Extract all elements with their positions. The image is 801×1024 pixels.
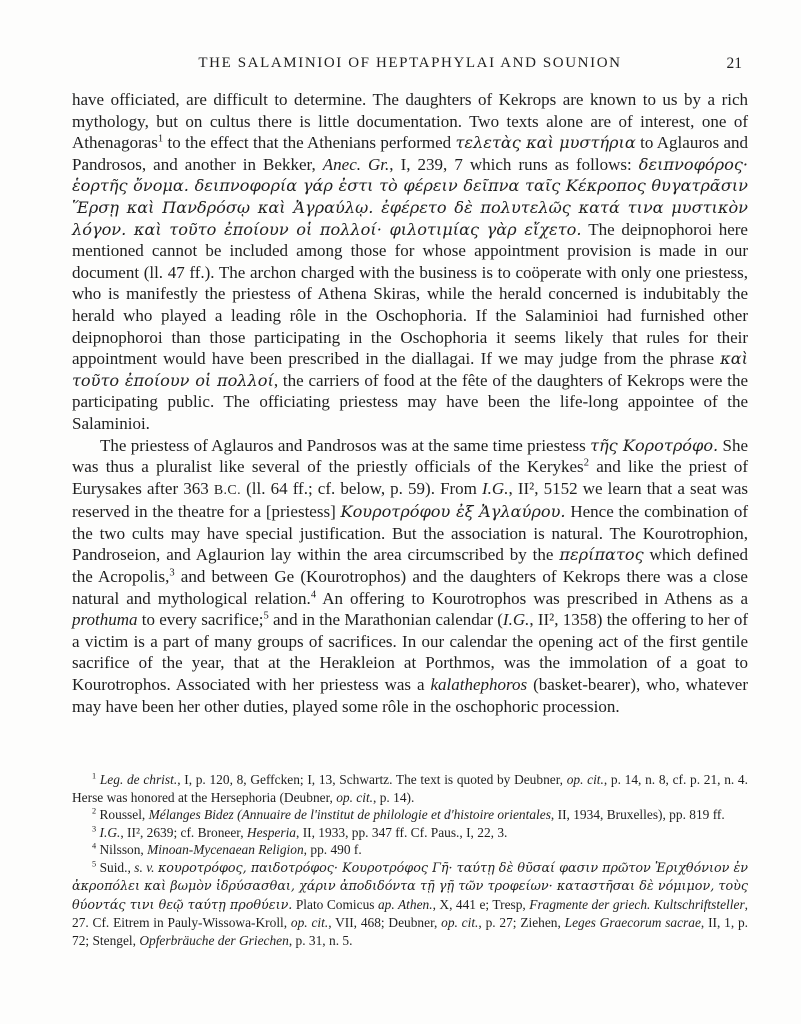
- superscript-reference: 5: [263, 610, 269, 622]
- text-segment: to every sacrifice;: [137, 610, 264, 630]
- footnote: [72, 771, 748, 806]
- text-segment: , p. 14, n. 8, cf. p. 21, n. 4. Herse was honored at the Hersephoria (Deubner,: [72, 772, 748, 805]
- footnote: [72, 806, 748, 824]
- footnote: [72, 859, 748, 950]
- text-segment: Leg. de christ.: [99, 772, 178, 787]
- text-segment: (basket-bearer), who, whatever may have been her other duties, played some rôle in the oschophoric procession.: [72, 675, 748, 716]
- superscript-reference: 4: [92, 841, 97, 851]
- footnote: [72, 824, 748, 842]
- text-segment: , I, p. 120, 8, Geffcken; I, 13, Schwartz. The text is quoted by Deubner,: [177, 772, 567, 787]
- superscript-reference: 4: [310, 589, 317, 600]
- text-segment: and in the Marathonian calendar (: [268, 610, 503, 630]
- text-segment: to Aglauros and Pandrosos, and another in Bekker,: [72, 133, 748, 174]
- footnote: [72, 841, 748, 859]
- text-segment: Hesperia: [246, 824, 296, 840]
- superscript-reference: 2: [92, 806, 97, 816]
- text-segment: op. cit.: [290, 915, 329, 930]
- text-segment: Roussel,: [96, 807, 149, 822]
- text-segment: B.C.: [213, 482, 242, 498]
- text-segment: , II², 5152 we learn that a seat was reserved in the theatre for a [priestess]: [72, 478, 748, 522]
- superscript-reference: 1: [157, 133, 164, 145]
- text-segment: , VII, 468; Deubner,: [328, 915, 442, 930]
- text-segment: I.G.: [482, 478, 509, 498]
- text-segment: , the carriers of food at the fête of the daughters of Kekrops were the participating public. The officiating priestess may have been the life-long appointee of the Salaminioi.: [72, 370, 748, 433]
- text-segment: Hence the combination of the two cults may have special justification. But the association is natural. The Kourotrophion, Pandroseion, and Aglaurion lay within the area circumscribed by the: [72, 502, 748, 565]
- text-segment: καὶ τοῦτο ἐποίουν οἱ πολλοί: [72, 349, 748, 390]
- text-segment: τῆς Κοροτρόφο.: [590, 435, 719, 455]
- text-segment: s. v.: [134, 859, 155, 875]
- text-segment: Minoan-Mycenaean Religion: [147, 842, 304, 857]
- text-segment: and between Ge (Kourotrophos) and the daughters of Kekrops there was a close natural and mythological relation.: [72, 567, 748, 608]
- text-segment: τελετὰς καὶ μυστήρια: [455, 133, 636, 153]
- text-segment: I.G.: [99, 824, 121, 840]
- text-segment: Plato Comicus: [292, 896, 378, 912]
- text-segment: op. cit.: [566, 772, 604, 787]
- text-segment: op. cit.: [441, 915, 479, 930]
- text-segment: I.G.: [502, 610, 530, 630]
- superscript-reference: 3: [92, 824, 97, 834]
- text-segment: περίπατος: [559, 545, 644, 565]
- text-segment: , p. 27; Ziehen,: [478, 915, 565, 930]
- text-segment: prothuma: [72, 610, 138, 630]
- text-segment: The deipnophoroi here mentioned cannot be included among those for whose appointment provision is made in our document (ll. 47 ff.). The archon charged with the business is to coöperate with only one priestess, who is manifestly the priestess of Athena Skiras, while the herald concerned is indubitably the herald who played a leading rôle in the Oschophoria. If the Salaminioi had furnished other deipnophoroi than those participating in the Oschophoria it seems likely that rules for their appointment would have been prescribed in the diallagai. If we may judge from the phrase: [72, 219, 748, 369]
- text-segment: , II², 2639; cf. Broneer,: [120, 824, 247, 840]
- superscript-reference: 1: [92, 771, 97, 781]
- text-segment: and like the priest of Eurysakes after 363: [72, 457, 748, 498]
- page-number: 21: [726, 55, 742, 72]
- superscript-reference: 2: [583, 457, 589, 469]
- text-segment: δειπνοφόρος· ἑορτῆς ὄνομα. δειπνοφορία γάρ ἐστι τὸ φέρειν δεῖπνα ταῖς Κέκροπος θυγατρᾶσιν Ἕρσῃ καὶ Πανδρόσῳ καὶ Ἀγραύλῳ. ἐφέρετο δὲ πολυτελῶς κατά τινα μυστικὸν λόγον. καὶ τοῦτο ἐποίουν οἱ πολλοί· φιλοτιμίας γὰρ εἴχετο.: [72, 154, 749, 239]
- text-segment: Opferbräuche der Griechen: [139, 932, 289, 948]
- text-segment: ap. Athen.: [377, 896, 433, 912]
- text-segment: An offering to Kourotrophos was prescribed in Athens as a: [316, 588, 749, 608]
- text-segment: (ll. 64 ff.; cf. below, p. 59). From: [241, 478, 483, 498]
- text-segment: Suid.,: [96, 859, 135, 875]
- superscript-reference: 3: [169, 567, 175, 579]
- paragraph: [72, 435, 748, 718]
- superscript-reference: 5: [92, 859, 97, 869]
- text-segment: , II, 1, p. 72; Stengel,: [72, 915, 749, 948]
- text-segment: , X, 441 e; Tresp,: [432, 896, 530, 912]
- text-segment: Fragmente der griech. Kultschriftsteller: [529, 896, 745, 912]
- text-segment: The priestess of Aglauros and Pandrosos was at the same time priestess: [100, 435, 591, 455]
- running-header: [72, 55, 748, 75]
- text-segment: , II, 1934, Bruxelles), pp. 819 ff.: [550, 807, 725, 822]
- text-segment: which defined the Acropolis,: [72, 545, 748, 587]
- text-segment: Leges Graecorum sacrae: [564, 915, 701, 930]
- text-segment: κουροτρόφος, παιδοτρόφος· Κουροτρόφος Γῆ· ταύτῃ δὲ θῦσαί φασιν πρῶτον Ἐριχθόνιον ἐν ἀκροπόλει καὶ βωμὸν ἱδρύσασθαι, χάριν ἀποδιδόντα τῇ γῇ τῶν τροφείων· καταστῆσαι δὲ νόμιμον, τοὺς θύοντάς τινι θεῷ ταύτῃ προθύειν.: [72, 860, 749, 913]
- text-segment: , I, 239, 7 which runs as follows:: [389, 154, 639, 174]
- footnotes: [72, 771, 748, 949]
- text-segment: She was thus a pluralist like several of the priestly officials of the Kerykes: [72, 435, 749, 477]
- text-segment: kalathephoros: [430, 675, 528, 695]
- paragraph: [72, 89, 748, 435]
- text-segment: Κουροτρόφου ἐξ Ἀγλαύρου.: [340, 502, 566, 522]
- text-segment: , pp. 490 f.: [303, 842, 362, 857]
- text-segment: Anec. Gr.: [322, 154, 390, 174]
- text-segment: have officiated, are difficult to determine. The daughters of Kekrops are known to us by a rich mythology, but on cultus there is little documentation. Two texts alone are of interest, one of Athenagoras: [72, 90, 748, 153]
- body-text: [72, 89, 748, 717]
- page-title: THE SALAMINIOI OF HEPTAPHYLAI AND SOUNION: [198, 55, 622, 71]
- text-segment: to the effect that the Athenians performed: [163, 133, 456, 153]
- text-segment: , II, 1933, pp. 347 ff. Cf. Paus., I, 22, 3.: [296, 824, 508, 840]
- text-segment: , 27. Cf. Eitrem in Pauly-Wissowa-Kroll,: [72, 896, 749, 930]
- text-segment: Mélanges Bidez (Annuaire de l'institut de philologie et d'histoire orientales: [148, 807, 551, 822]
- text-segment: , p. 31, n. 5.: [288, 932, 353, 948]
- text-segment: , p. 14).: [373, 789, 415, 805]
- text-segment: , II², 1358) the offering to her of a victim is a part of many groups of sacrifices. In our calendar the opening act of the first gentile sacrifice of the year, that at the Herakleion at Porthmos, was the immolation of a goat to Kourotrophos. Associated with her priestess was a: [72, 610, 748, 695]
- text-segment: Nilsson,: [96, 842, 148, 857]
- text-segment: op. cit.: [336, 789, 374, 805]
